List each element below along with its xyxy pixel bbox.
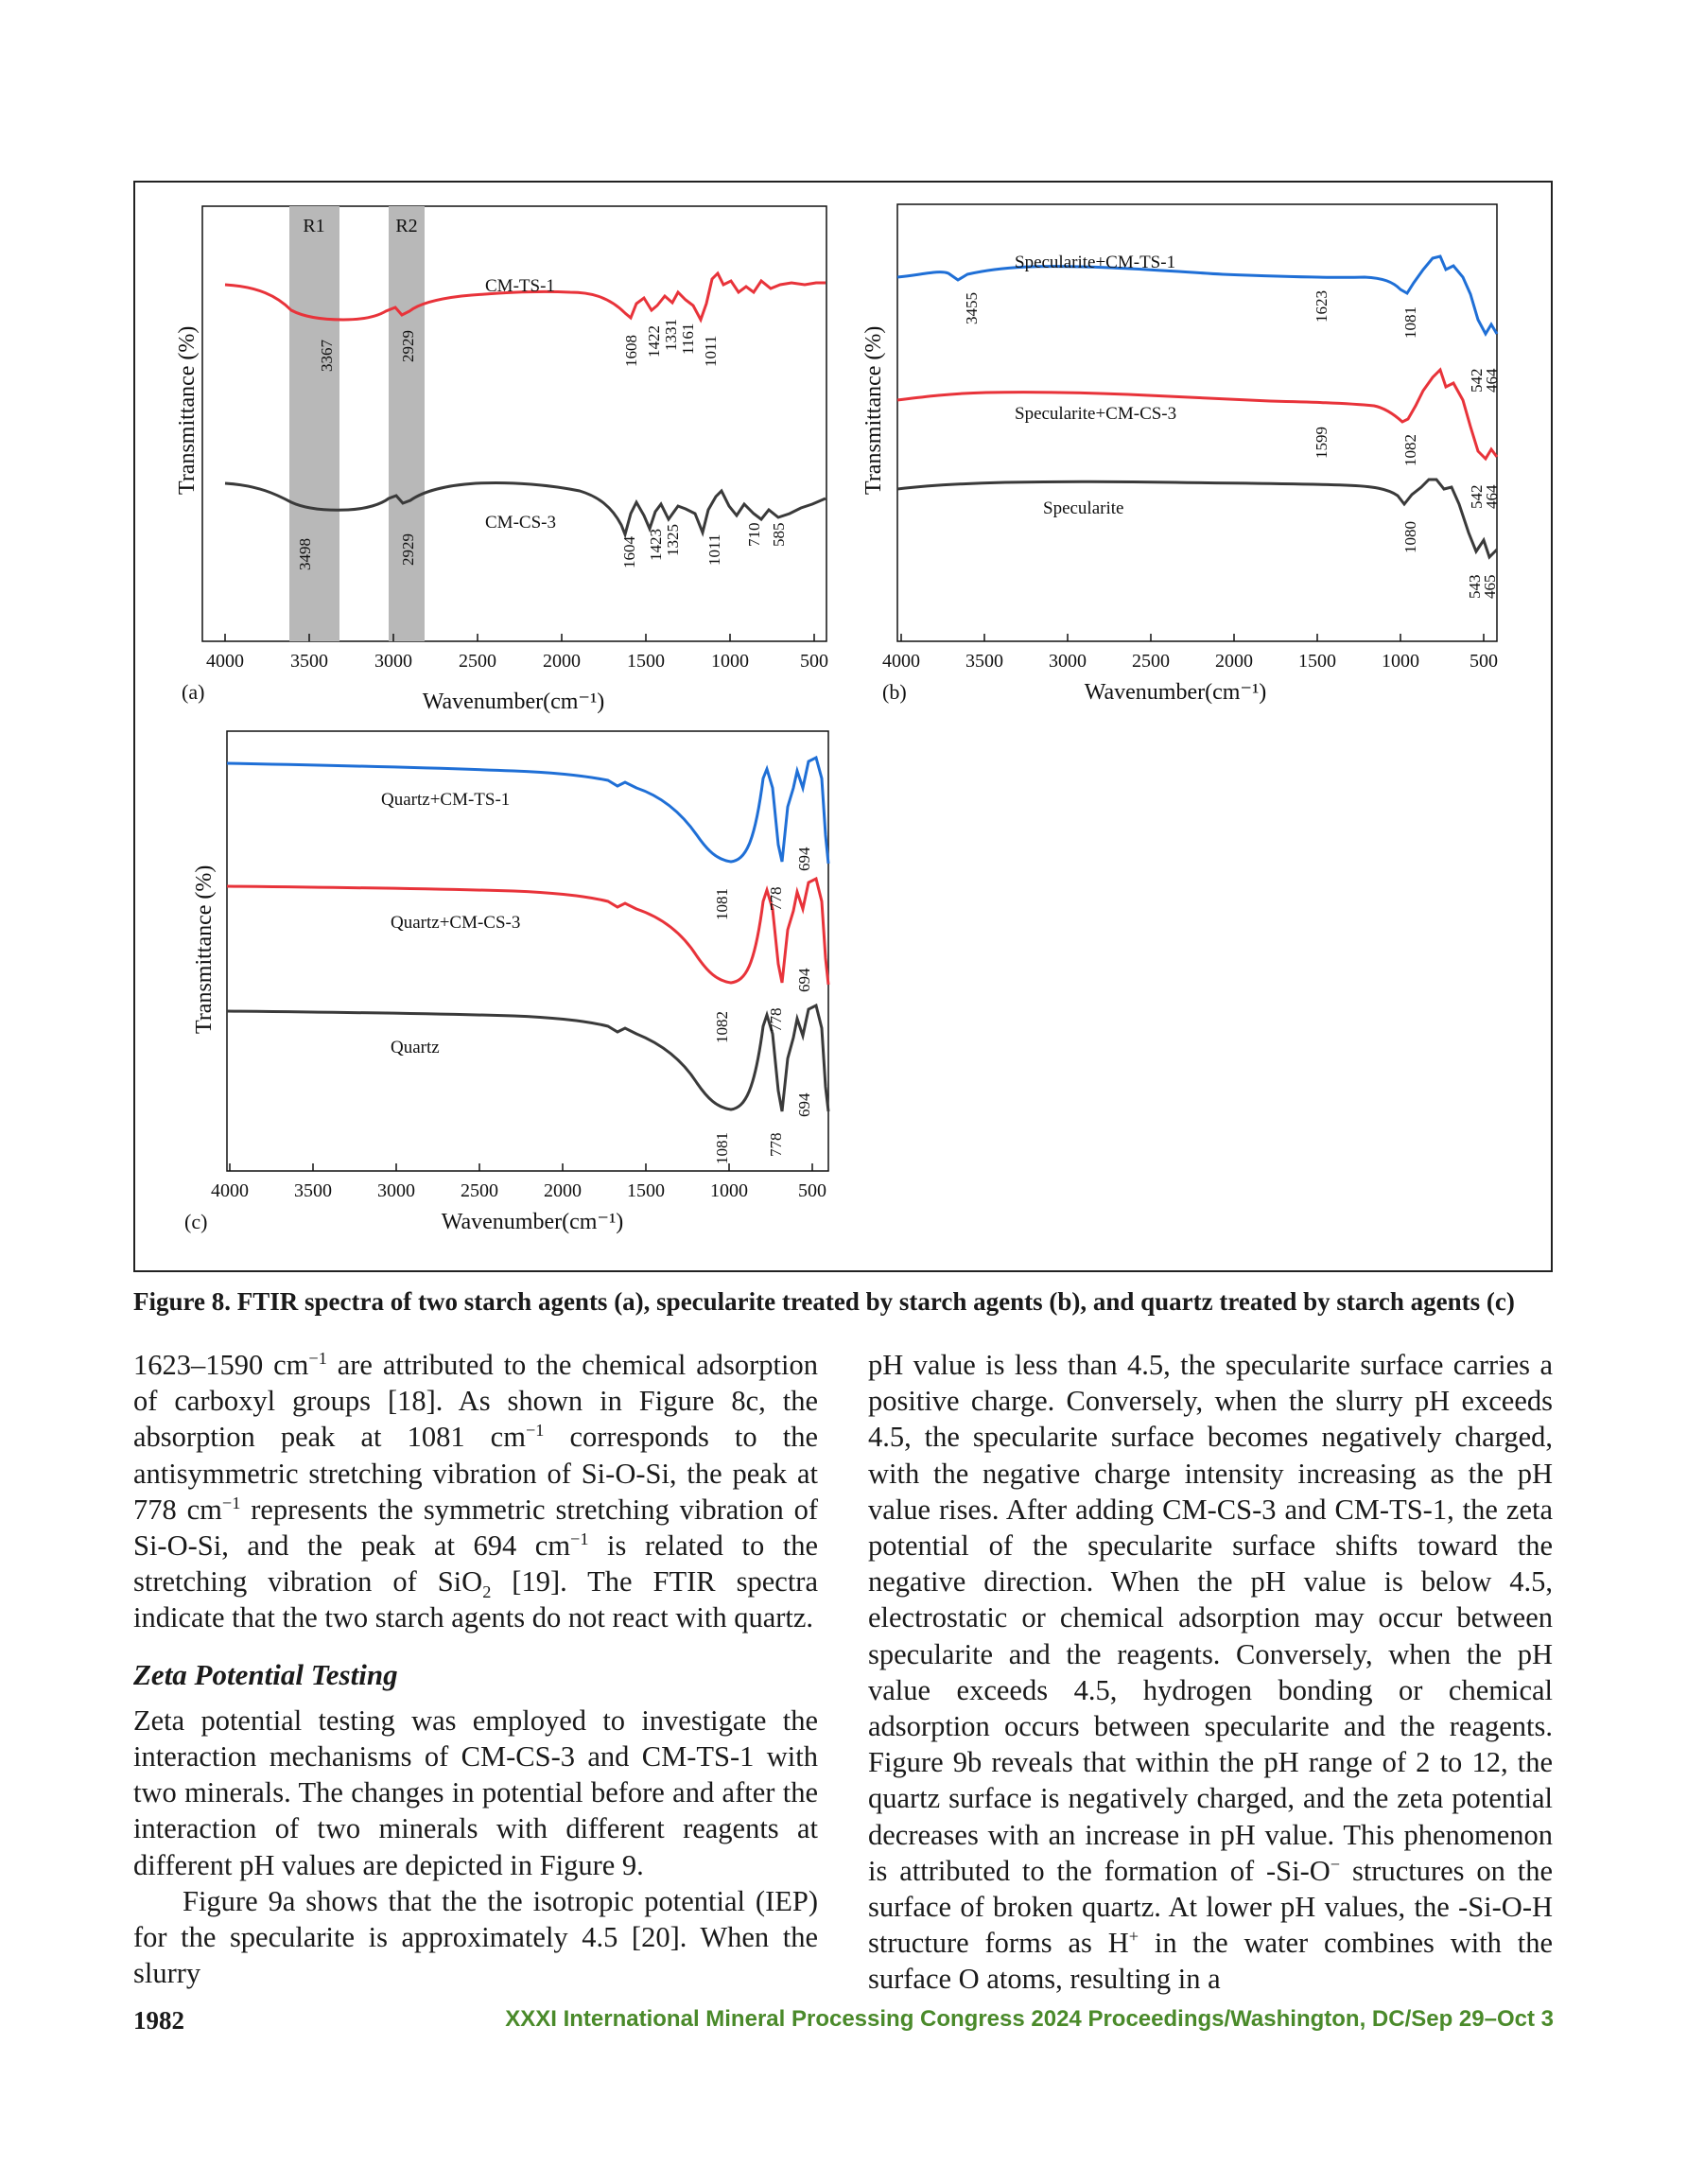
region-r2-label: R2 <box>395 216 418 236</box>
text-run: represents the symmetric stretching vibration of Si-O-Si, and the peak at 694 cm <box>133 1493 818 1563</box>
superscript: + <box>1128 1927 1139 1947</box>
peak-b3-1080: 1080 <box>1401 521 1419 553</box>
peak-b2-1082: 1082 <box>1401 434 1419 466</box>
peak-b1-542: 542 <box>1468 368 1486 393</box>
peak-b3-543: 543 <box>1466 574 1484 599</box>
peak-b2-1599: 1599 <box>1313 427 1330 459</box>
text-run: [19]. The FTIR spectra indicate that the two starch agents do not react with quartz. <box>133 1565 818 1634</box>
peak-a2-3498: 3498 <box>296 538 314 570</box>
label-cm-cs-3: CM-CS-3 <box>485 513 556 533</box>
a-tick-3000: 3000 <box>374 651 412 672</box>
b-tick-1000: 1000 <box>1382 651 1419 672</box>
peak-a2-1604: 1604 <box>620 536 638 568</box>
label-specularite-cm-ts-1: Specularite+CM-TS-1 <box>1015 253 1176 272</box>
text-run: are attributed to the chemical adsorption of carboxyl groups [18]. As shown in Figure 8c, the absorption peak at 1081 cm <box>133 1349 818 1454</box>
panel-c-xlabel: Wavenumber(cm⁻¹) <box>441 1210 624 1234</box>
panel-c-letter: (c) <box>184 1210 208 1233</box>
text-run: pH value is less than 4.5, the specularite surface carries a positive charge. Conversely, when the slurry pH exceeds 4.5, the specularite surface becomes negatively charged, with the negative charge intensity increasing as the pH value rises. After adding CM-CS-3 and CM-TS-1, the zeta potential of the specularite surface shifts toward the negative direction. When the pH value is below 4.5, electrostatic or chemical adsorption may occur between specularite and the reagents. Conversely, when the pH value exceeds 4.5, hydrogen bonding or chemical adsorption occurs between specularite and the reagents. Figure 9b reveals that within the pH range of 2 to 12, the quartz surface is negatively charged, and the zeta potential decreases with an increase in pH value. This phenomenon is attributed to the formation of -Si-O <box>868 1349 1553 1887</box>
a-tick-500: 500 <box>800 651 828 672</box>
c-tick-2500: 2500 <box>461 1180 498 1201</box>
peak-c2-694: 694 <box>795 968 813 992</box>
superscript: −1 <box>308 1348 327 1368</box>
figure-caption: Figure 8. FTIR spectra of two starch agents (a), specularite treated by starch agents (b), and quartz treated by starch agents (c) <box>133 1287 1515 1316</box>
c-tick-3000: 3000 <box>377 1180 415 1201</box>
c-tick-2000: 2000 <box>544 1180 582 1201</box>
text-run: corresponds to the antisymmetric stretching vibration of Si-O-Si, the peak at 778 cm <box>133 1421 818 1526</box>
panel-b-ylabel: Transmittance (%) <box>861 325 886 495</box>
c-tick-500: 500 <box>798 1180 826 1201</box>
right-paragraph-1 <box>868 1347 1553 1998</box>
curve-quartz-cm-ts-1 <box>227 758 828 864</box>
label-cm-ts-1: CM-TS-1 <box>485 276 555 296</box>
c-tick-4000: 4000 <box>211 1180 249 1201</box>
b-tick-1500: 1500 <box>1298 651 1336 672</box>
peak-b1-1623: 1623 <box>1313 290 1330 323</box>
peak-b2-464: 464 <box>1483 484 1501 509</box>
label-quartz: Quartz <box>391 1038 440 1057</box>
peak-c3-694: 694 <box>795 1092 813 1117</box>
a-tick-2500: 2500 <box>459 651 496 672</box>
c-tick-3500: 3500 <box>294 1180 332 1201</box>
text-run: 1623–1590 cm <box>133 1349 309 1381</box>
a-tick-4000: 4000 <box>206 651 244 672</box>
superscript: −1 <box>221 1493 241 1512</box>
b-tick-3500: 3500 <box>965 651 1003 672</box>
left-paragraph-1 <box>133 1347 818 1636</box>
peak-b3-465: 465 <box>1481 574 1499 599</box>
b-tick-3000: 3000 <box>1049 651 1087 672</box>
subscript: 2 <box>482 1582 492 1602</box>
a-tick-1000: 1000 <box>711 651 749 672</box>
panel-a-letter: (a) <box>182 680 205 704</box>
left-column <box>133 1347 818 1991</box>
peak-c1-694: 694 <box>795 847 813 871</box>
label-specularite: Specularite <box>1043 498 1124 518</box>
panel-a-xlabel: Wavenumber(cm⁻¹) <box>422 690 605 714</box>
peak-c1-1081: 1081 <box>713 888 731 920</box>
c-tick-1500: 1500 <box>627 1180 665 1201</box>
label-specularite-cm-cs-3: Specularite+CM-CS-3 <box>1015 404 1177 424</box>
peak-b1-1081: 1081 <box>1401 306 1419 339</box>
ftir-figure-svg <box>135 183 1551 1270</box>
peak-a2-1325: 1325 <box>664 524 682 556</box>
peak-a2-1423: 1423 <box>647 529 665 561</box>
b-tick-2500: 2500 <box>1132 651 1170 672</box>
panel-b-letter: (b) <box>882 680 907 704</box>
a-tick-1500: 1500 <box>627 651 665 672</box>
peak-c1-778: 778 <box>767 886 785 911</box>
peak-a2-710: 710 <box>745 522 763 547</box>
peak-b1-464: 464 <box>1483 368 1501 393</box>
right-column <box>868 1347 1553 1998</box>
b-tick-4000: 4000 <box>882 651 920 672</box>
peak-c3-778: 778 <box>767 1132 785 1157</box>
peak-c3-1081: 1081 <box>713 1132 731 1164</box>
section-heading: Zeta Potential Testing <box>133 1657 398 1691</box>
peak-a1-1161: 1161 <box>679 323 697 355</box>
superscript: −1 <box>525 1421 545 1441</box>
region-r1 <box>289 206 339 641</box>
superscript: − <box>1330 1854 1341 1874</box>
peak-a2-1011: 1011 <box>705 533 723 566</box>
panel-c-ylabel: Transmittance (%) <box>192 865 217 1034</box>
left-paragraph-2: Zeta potential testing was employed to investigate the interaction mechanisms of CM-CS-3 and CM-TS-1 with two minerals. The changes in potential before and after the interaction of two minerals with different reagents at different pH values are depicted in Figure 9. <box>133 1704 818 1881</box>
panel-a-ylabel: Transmittance (%) <box>175 325 200 495</box>
b-tick-500: 500 <box>1470 651 1498 672</box>
peak-a1-1011: 1011 <box>702 335 720 367</box>
text-run: structures on the surface of broken quartz. At lower pH values, the -Si-O-H structure forms as H <box>868 1854 1553 1960</box>
peak-a1-1331: 1331 <box>662 319 680 351</box>
a-tick-2000: 2000 <box>543 651 581 672</box>
figure-8 <box>133 181 1553 1272</box>
superscript: −1 <box>570 1529 589 1548</box>
b-tick-2000: 2000 <box>1215 651 1253 672</box>
panel-b <box>861 204 1501 705</box>
panel-c <box>184 731 828 1234</box>
page-number: 1982 <box>133 2006 184 2035</box>
panel-a <box>175 206 828 714</box>
c-tick-1000: 1000 <box>710 1180 748 1201</box>
curve-quartz-cm-cs-3 <box>227 879 828 985</box>
peak-a1-3367: 3367 <box>318 340 336 372</box>
peak-a1-1608: 1608 <box>622 335 640 367</box>
curve-quartz <box>227 1005 828 1111</box>
text-run: is related to the stretching vibration of SiO <box>133 1529 819 1599</box>
conference-footer: XXXI International Mineral Processing Congress 2024 Proceedings/Washington, DC/Sep 29–Oct 3 <box>505 2006 1554 2032</box>
text-run: in the water combines with the surface O atoms, resulting in a <box>868 1927 1554 1996</box>
panel-b-ticks <box>901 634 1484 641</box>
peak-b1-3455: 3455 <box>963 292 981 324</box>
peak-b2-542: 542 <box>1468 484 1486 509</box>
peak-a1-1422: 1422 <box>645 325 663 358</box>
peak-c2-1082: 1082 <box>713 1011 731 1043</box>
peak-a1-2929: 2929 <box>399 330 417 362</box>
region-r1-label: R1 <box>303 216 325 236</box>
label-quartz-cm-ts-1: Quartz+CM-TS-1 <box>381 790 511 810</box>
peak-a2-2929: 2929 <box>399 533 417 566</box>
label-quartz-cm-cs-3: Quartz+CM-CS-3 <box>391 913 521 933</box>
panel-b-xlabel: Wavenumber(cm⁻¹) <box>1084 680 1267 705</box>
peak-a2-585: 585 <box>770 522 788 547</box>
left-paragraph-3: Figure 9a shows that the the isotropic potential (IEP) for the specularite is approximately 4.5 [20]. When the slurry <box>133 1884 818 1990</box>
a-tick-3500: 3500 <box>290 651 328 672</box>
peak-c2-778: 778 <box>767 1007 785 1032</box>
region-r2 <box>389 206 425 641</box>
